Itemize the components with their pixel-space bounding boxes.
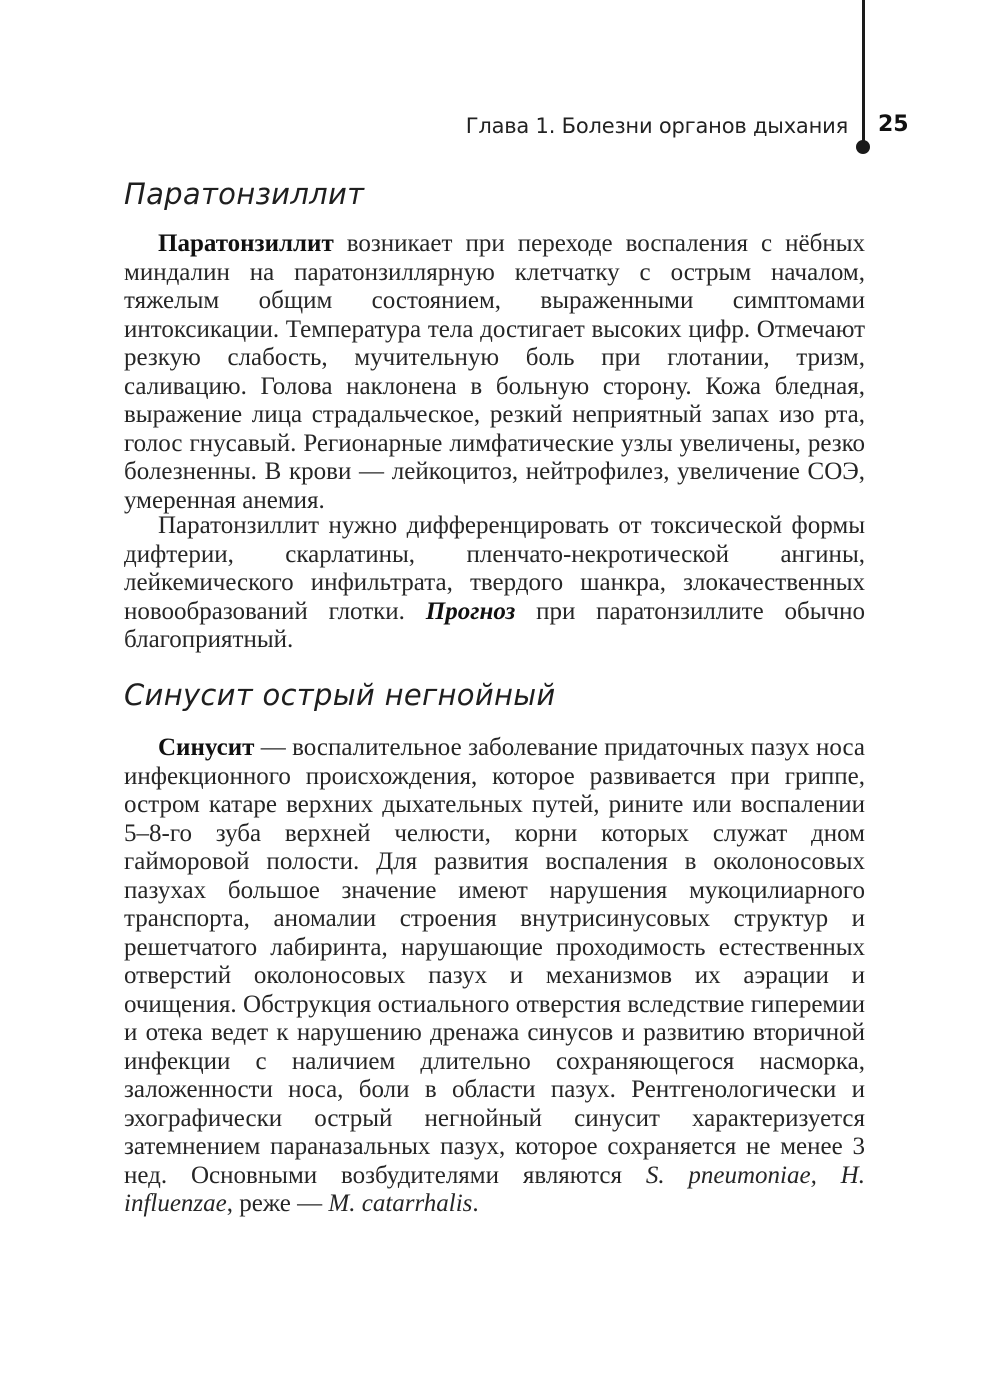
pathogen-names: S. pneumoniae, H. influenzae [124,1161,865,1217]
paragraph-paratonsillitis-differential [124,512,865,655]
paragraph-text: Паратонзиллит нужно дифференцировать от токсической формы дифтерии, скарлатины, пленчато-некротической ангины, лейкемического инфильтрата, твердого шанкра, злокачественных новообразований глотки. [124,512,865,625]
paragraph-paratonsillitis-description [124,230,865,515]
paragraph-text: — воспалительное заболевание придаточных пазух носа инфекционного происхождения, которое развивается при гриппе, остром катаре верхних дыхательных путей, рините или воспалении 5–8-го зуба верхней челюсти, корни которых служат дном гайморовой полости. Для развития воспаления в околоносовых пазухах большое значение имеют нарушения мукоцилиарного транспорта, аномалии строения внутрисинусовых структур и решетчатого лабиринта, нарушающие проходимость естественных отверстий околоносовых пазух и механизмов их аэрации и очищения. Обструкция остиального отверстия вследствие гиперемии и отека ведет к нарушению дренажа синусов и развитию вторичной инфекции с наличием длительно сохраняющегося насморка, заложенности носа, боли в области пазух. Рентгенологически и эхографически острый негнойный синусит характеризуется затемнением параназальных пазух, которое сохраняется не менее 3 нед. Основными возбудителями являются [124,734,865,1189]
paragraph-sinusitis-description [124,734,865,1219]
page-number: 25 [878,112,909,137]
section-title-paratonsillitis: Паратонзиллит [124,177,365,211]
paragraph-text: возникает при переходе воспаления с нёбных миндалин на паратонзиллярную клетчатку с острым началом, тяжелым общим состоянием, выраженными симптомами интоксикации. Температура тела достигает высоких цифр. Отмечают резкую слабость, мучительную боль при глотании, тризм, саливацию. Голова наклонена в больную сторону. Кожа бледная, выражение лица страдальческое, резкий неприятный запах изо рта, голос гнусавый. Регионарные лимфатические узлы увеличены, резко болезненны. В крови — лейкоцитоз, нейтрофилез, увеличение СОЭ, умеренная анемия. [124,230,865,514]
term-prognosis: Прогноз [425,597,516,625]
paragraph-text: при паратонзиллите обычно благоприятный. [124,597,865,653]
paragraph-text: , реже — [226,1190,329,1217]
paragraph-text: . [472,1190,479,1217]
pathogen-name-catarrhalis: M. catarrhalis [328,1190,473,1217]
term-sinusitis: Синусит [158,734,255,761]
header-vertical-rule [862,0,865,148]
header-rule-dot [856,140,870,154]
running-head-chapter-title: Глава 1. Болезни органов дыхания [465,114,848,138]
section-title-sinusitis: Синусит острый негнойный [124,678,556,712]
term-paratonsillitis: Паратонзиллит [158,230,334,257]
